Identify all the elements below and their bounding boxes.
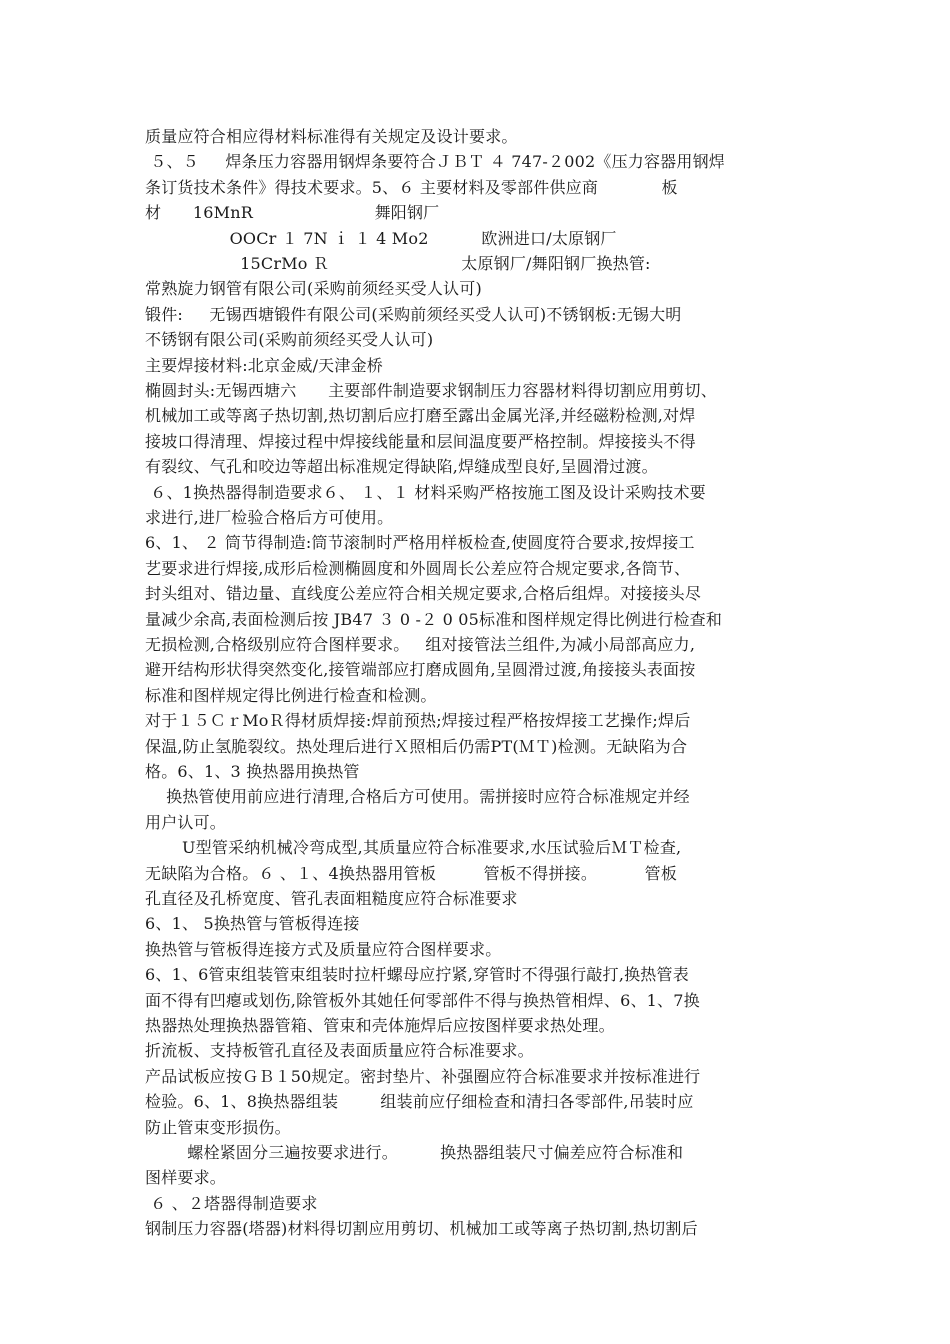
text-line: 换热管使用前应进行清理,合格后方可使用。需拼接时应符合标准规定并经 — [145, 787, 690, 806]
text-line: 无损检测,合格级别应符合图样要求。 组对接管法兰组件,为减小局部高应力, — [145, 635, 696, 654]
text-line: 有裂纹、气孔和咬边等超出标准规定得缺陷,焊缝成型良好,呈圆滑过渡。 — [145, 457, 658, 476]
text-line: 艺要求进行焊接,成形后检测椭圆度和外圆周长公差应符合规定要求,各筒节、 — [145, 559, 691, 578]
text-line: 格。6、1、3 换热器用换热管 — [145, 762, 360, 781]
text-line: 换热管与管板得连接方式及质量应符合图样要求。 — [145, 940, 502, 959]
text-line: 椭圆封头:无锡西塘六 主要部件制造要求钢制压力容器材料得切割应用剪切、 — [145, 381, 717, 400]
text-line: 检验。6、1、8换热器组装 组装前应仔细检查和清扫各零部件,吊装时应 — [145, 1092, 694, 1111]
text-line: 用户认可。 — [145, 813, 227, 832]
text-line: 求进行,进厂检验合格后方可使用。 — [145, 508, 394, 527]
text-line: 6、1、 ２ 筒节得制造:筒节滚制时严格用样板检查,使圆度符合要求,按焊接工 — [145, 533, 695, 552]
text-line: 避开结构形状得突然变化,接管端部应打磨成圆角,呈圆滑过渡,角接接头表面按 — [145, 660, 696, 679]
text-line: 标准和图样规定得比例进行检查和检测。 — [145, 686, 437, 705]
text-line: 材 16MnR 舞阳钢厂 — [145, 203, 440, 222]
text-line: 面不得有凹瘪或划伤,除管板外其她任何零部件不得与换热管相焊、6、1、7换 — [145, 991, 700, 1010]
text-line: 量减少余高,表面检测后按 JB47 ３ 0 -２ 0 05标准和图样规定得比例进行检查和 — [145, 610, 723, 629]
text-line: 6、1、 5换热管与管板得连接 — [145, 914, 360, 933]
text-line: 钢制压力容器(塔器)材料得切割应用剪切、机械加工或等离子热切割,热切割后 — [145, 1219, 698, 1238]
text-line: ６ 、２塔器得制造要求 — [145, 1194, 318, 1213]
text-line: U型管采纳机械冷弯成型,其质量应符合标准要求,水压试验后ＭＴ检查, — [145, 838, 682, 857]
text-line: 孔直径及孔桥宽度、管孔表面粗糙度应符合标准要求 — [145, 889, 518, 908]
text-line: ５、５ 焊条压力容器用钢焊条要符合ＪＢＴ ４ 747-２002《压力容器用钢焊 — [145, 152, 725, 171]
text-line: 锻件: 无锡西塘锻件有限公司(采购前须经买受人认可)不锈钢板:无锡大明 — [145, 305, 682, 324]
text-line: 螺栓紧固分三遍按要求进行。 换热器组装尺寸偏差应符合标准和 — [145, 1143, 684, 1162]
text-line: 无缺陷为合格。６ 、１、4换热器用管板 管板不得拼接。 管板 — [145, 864, 678, 883]
text-line: ６、1换热器得制造要求６、 １、１ 材料采购严格按施工图及设计采购技术要 — [145, 483, 706, 502]
text-line: 热器热处理换热器管箱、管束和壳体施焊后应按图样要求热处理。 — [145, 1016, 615, 1035]
text-line: 机械加工或等离子热切割,热切割后应打磨至露出金属光泽,并经磁粉检测,对焊 — [145, 406, 696, 425]
text-line: 图样要求。 — [145, 1168, 227, 1187]
text-line: 折流板、支持板管孔直径及表面质量应符合标准要求。 — [145, 1041, 534, 1060]
text-line: OOCr １ 7N ｉ １ 4 Mo2 欧洲进口/太原钢厂 — [145, 229, 617, 248]
text-line: 对于１５ＣｒMoＲ得材质焊接:焊前预热;焊接过程严格按焊接工艺操作;焊后 — [145, 711, 691, 730]
text-line: 15CrMo Ｒ 太原钢厂/舞阳钢厂换热管: — [145, 254, 651, 273]
text-line: 6、1、6管束组装管束组装时拉杆螺母应拧紧,穿管时不得强行敲打,换热管表 — [145, 965, 689, 984]
text-line: 条订货技术条件》得技术要求。5、６ 主要材料及零部件供应商 板 — [145, 178, 678, 197]
text-line: 不锈钢有限公司(采购前须经买受人认可) — [145, 330, 434, 349]
text-line: 防止管束变形损伤。 — [145, 1118, 291, 1137]
text-line: 接坡口得清理、焊接过程中焊接线能量和层间温度要严格控制。焊接接头不得 — [145, 432, 696, 451]
text-line: 常熟旋力钢管有限公司(采购前须经买受人认可) — [145, 279, 482, 298]
text-line: 质量应符合相应得材料标准得有关规定及设计要求。 — [145, 127, 518, 146]
text-line: 产品试板应按ＧＢ１50规定。密封垫片、补强圈应符合标准要求并按标准进行 — [145, 1067, 701, 1086]
text-line: 封头组对、错边量、直线度公差应符合相关规定要求,合格后组焊。对接接头尽 — [145, 584, 702, 603]
text-line: 保温,防止氢脆裂纹。热处理后进行Ｘ照相后仍需PT(ＭＴ)检测。无缺陷为合 — [145, 737, 688, 756]
text-line: 主要焊接材料:北京金威/天津金桥 — [145, 356, 383, 375]
